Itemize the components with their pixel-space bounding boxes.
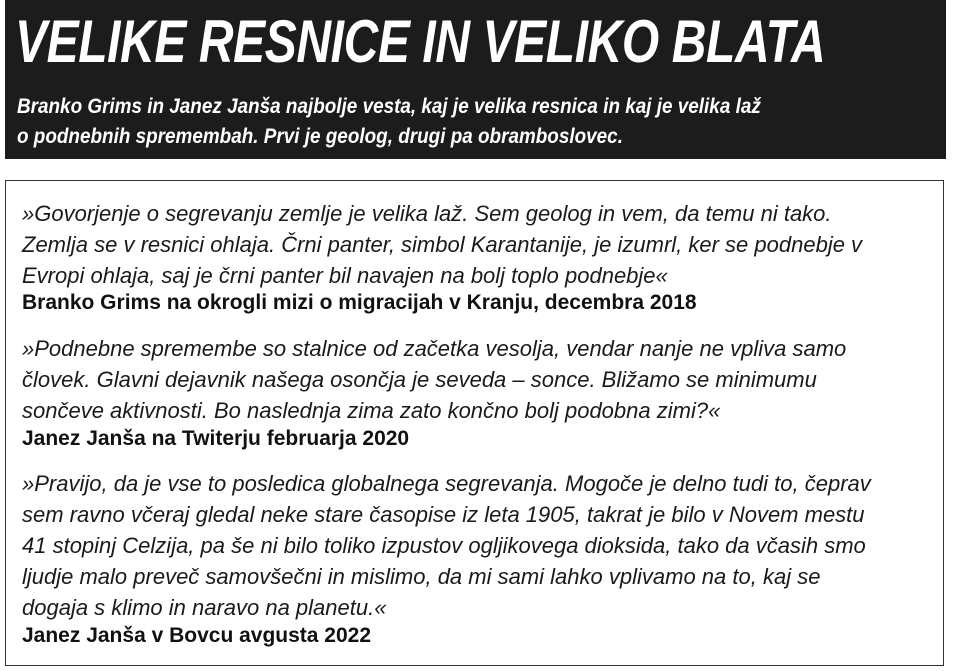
- subtitle-line-1: Branko Grims in Janez Janša najbolje vesta, kaj je velika resnica in kaj je velika laž: [17, 95, 761, 118]
- quote-line: ljudje malo preveč samovšečni in mislimo, da mi sami lahko vplivamo na to, kaj se: [22, 564, 821, 589]
- quote-line: »Podnebne spremembe so stalnice od začetka vesolja, vendar nanje ne vpliva samo: [22, 336, 847, 361]
- quote-line: »Govorjenje o segrevanju zemlje je velika laž. Sem geolog in vem, da temu ni tako.: [22, 201, 832, 226]
- quote-1: [22, 198, 932, 291]
- quote-line: 41 stopinj Celzija, pa še ni bilo toliko izpustov ogljikovega dioksida, tako da včasih smo: [22, 533, 866, 558]
- quote-line: »Pravijo, da je vse to posledica globalnega segrevanja. Mogoče je delno tudi to, čeprav: [22, 471, 871, 496]
- quote-line: Evropi ohlaja, saj je črni panter bil navajen na bolj toplo podnebje«: [22, 263, 668, 288]
- subtitle-line-2: o podnebnih spremembah. Prvi je geolog, drugi pa obramboslovec.: [17, 125, 623, 148]
- quote-line: sončeve aktivnosti. Bo naslednja zima zato končno bolj podobna zimi?«: [22, 398, 721, 423]
- quote-3-attribution: Janez Janša v Bovcu avgusta 2022: [22, 624, 372, 647]
- quotes-box: [5, 180, 944, 666]
- quote-line: človek. Glavni dejavnik našega osončja je seveda – sonce. Bližamo se minimumu: [22, 367, 817, 392]
- quote-2-attribution: Janez Janša na Twiterju februarja 2020: [22, 427, 410, 450]
- quote-line: dogaja s klimo in naravo na planetu.«: [22, 595, 387, 620]
- quote-2: [22, 333, 932, 426]
- headline-banner: [5, 0, 946, 159]
- headline-title: VELIKE RESNICE IN VELIKO BLATA: [15, 8, 826, 75]
- quote-line: sem ravno včeraj gledal neke stare časopise iz leta 1905, takrat je bilo v Novem mestu: [22, 502, 865, 527]
- headline-subtitle: [17, 92, 881, 152]
- quote-line: Zemlja se v resnici ohlaja. Črni panter, simbol Karantanije, je izumrl, ker se podnebje v: [22, 232, 863, 257]
- quote-1-attribution: Branko Grims na okrogli mizi o migracijah v Kranju, decembra 2018: [22, 291, 697, 314]
- quote-3: [22, 468, 932, 623]
